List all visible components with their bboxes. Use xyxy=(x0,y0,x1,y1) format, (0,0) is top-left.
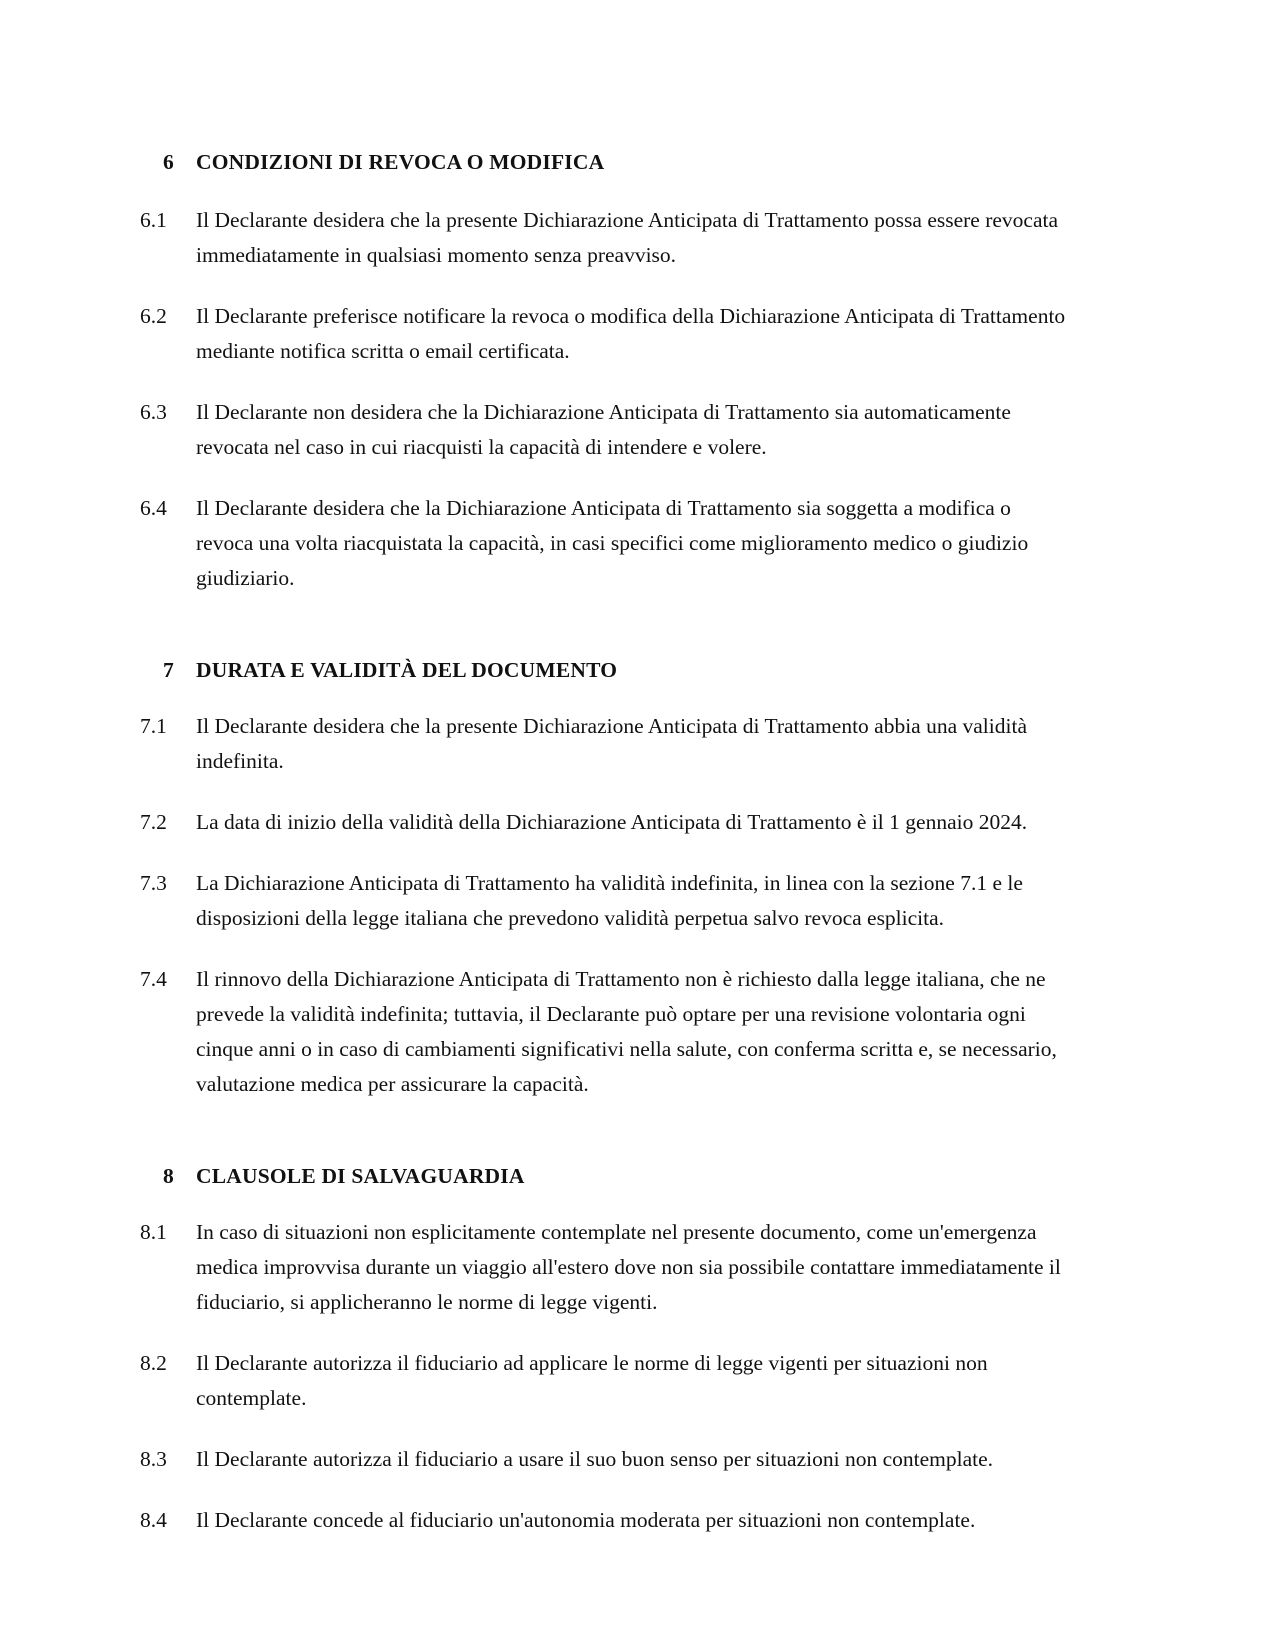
clause-text: Il rinnovo della Dichiarazione Anticipata di Trattamento non è richiesto dalla legge italiana, che ne prevede la validità indefinita; tuttavia, il Declarante può optare per una revisione volontaria ogni cinque anni o in caso di cambiamenti significativi nella salute, con conferma scritta e, se necessario, valutazione medica per assicurare la capacità. xyxy=(196,967,1057,1096)
section-title: CONDIZIONI DI REVOCA O MODIFICA xyxy=(196,150,605,174)
clause-number: 8.4 xyxy=(140,1508,167,1532)
section-number: 8 xyxy=(163,1164,174,1188)
clause-number: 7.3 xyxy=(140,871,167,895)
clause-text: Il Declarante desidera che la presente Dichiarazione Anticipata di Trattamento abbia una validità indefinita. xyxy=(196,714,1027,773)
clause-7-4 xyxy=(140,962,1070,1102)
clause-text: La data di inizio della validità della Dichiarazione Anticipata di Trattamento è il 1 gennaio 2024. xyxy=(196,810,1028,834)
clause-number: 6.4 xyxy=(140,496,167,520)
clause-6-3 xyxy=(140,395,1070,465)
clause-8-1 xyxy=(140,1215,1070,1320)
section-7 xyxy=(140,658,1070,1102)
section-title: DURATA E VALIDITÀ DEL DOCUMENTO xyxy=(196,658,618,682)
clause-number: 6.1 xyxy=(140,208,167,232)
section-number: 7 xyxy=(163,658,174,682)
clause-text: Il Declarante desidera che la Dichiarazione Anticipata di Trattamento sia soggetta a modifica o revoca una volta riacquistata la capacità, in casi specifici come miglioramento medico o giudizio giudiziario. xyxy=(196,496,1029,590)
clause-text: La Dichiarazione Anticipata di Trattamento ha validità indefinita, in linea con la sezione 7.1 e le disposizioni della legge italiana che prevedono validità perpetua salvo revoca esplicita. xyxy=(196,871,1023,930)
clause-number: 8.1 xyxy=(140,1220,167,1244)
clause-number: 7.1 xyxy=(140,714,167,738)
clause-text: Il Declarante preferisce notificare la revoca o modifica della Dichiarazione Anticipata di Trattamento mediante notifica scritta o email certificata. xyxy=(196,304,1066,363)
clause-8-2 xyxy=(140,1346,1070,1416)
clause-text: Il Declarante autorizza il fiduciario ad applicare le norme di legge vigenti per situazioni non contemplate. xyxy=(196,1351,988,1410)
clause-text: Il Declarante desidera che la presente Dichiarazione Anticipata di Trattamento possa essere revocata immediatamente in qualsiasi momento senza preavviso. xyxy=(196,208,1059,267)
clause-text: Il Declarante concede al fiduciario un'autonomia moderata per situazioni non contemplate. xyxy=(196,1508,976,1532)
section-6 xyxy=(140,150,1070,596)
section-heading-7 xyxy=(140,658,1070,683)
clause-number: 7.4 xyxy=(140,967,167,991)
section-title: CLAUSOLE DI SALVAGUARDIA xyxy=(196,1164,525,1188)
clause-7-3 xyxy=(140,866,1070,936)
clause-number: 8.3 xyxy=(140,1447,167,1471)
clause-6-1 xyxy=(140,203,1070,273)
clause-8-4 xyxy=(140,1503,1070,1538)
clause-8-3 xyxy=(140,1442,1070,1477)
section-number: 6 xyxy=(163,150,174,174)
clause-number: 8.2 xyxy=(140,1351,167,1375)
clause-number: 6.3 xyxy=(140,400,167,424)
clause-7-2 xyxy=(140,805,1070,840)
clause-text: In caso di situazioni non esplicitamente contemplate nel presente documento, come un'emergenza medica improvvisa durante un viaggio all'estero dove non sia possibile contattare immediatamente il fiduciario, si applicheranno le norme di legge vigenti. xyxy=(196,1220,1061,1314)
clause-number: 7.2 xyxy=(140,810,167,834)
section-heading-6 xyxy=(140,150,1070,175)
clause-text: Il Declarante non desidera che la Dichiarazione Anticipata di Trattamento sia automaticamente revocata nel caso in cui riacquisti la capacità di intendere e volere. xyxy=(196,400,1011,459)
section-heading-8 xyxy=(140,1164,1070,1189)
section-8 xyxy=(140,1164,1070,1538)
clause-number: 6.2 xyxy=(140,304,167,328)
clause-text: Il Declarante autorizza il fiduciario a usare il suo buon senso per situazioni non contemplate. xyxy=(196,1447,994,1471)
clause-6-2 xyxy=(140,299,1070,369)
clause-6-4 xyxy=(140,491,1070,596)
clause-7-1 xyxy=(140,709,1070,779)
